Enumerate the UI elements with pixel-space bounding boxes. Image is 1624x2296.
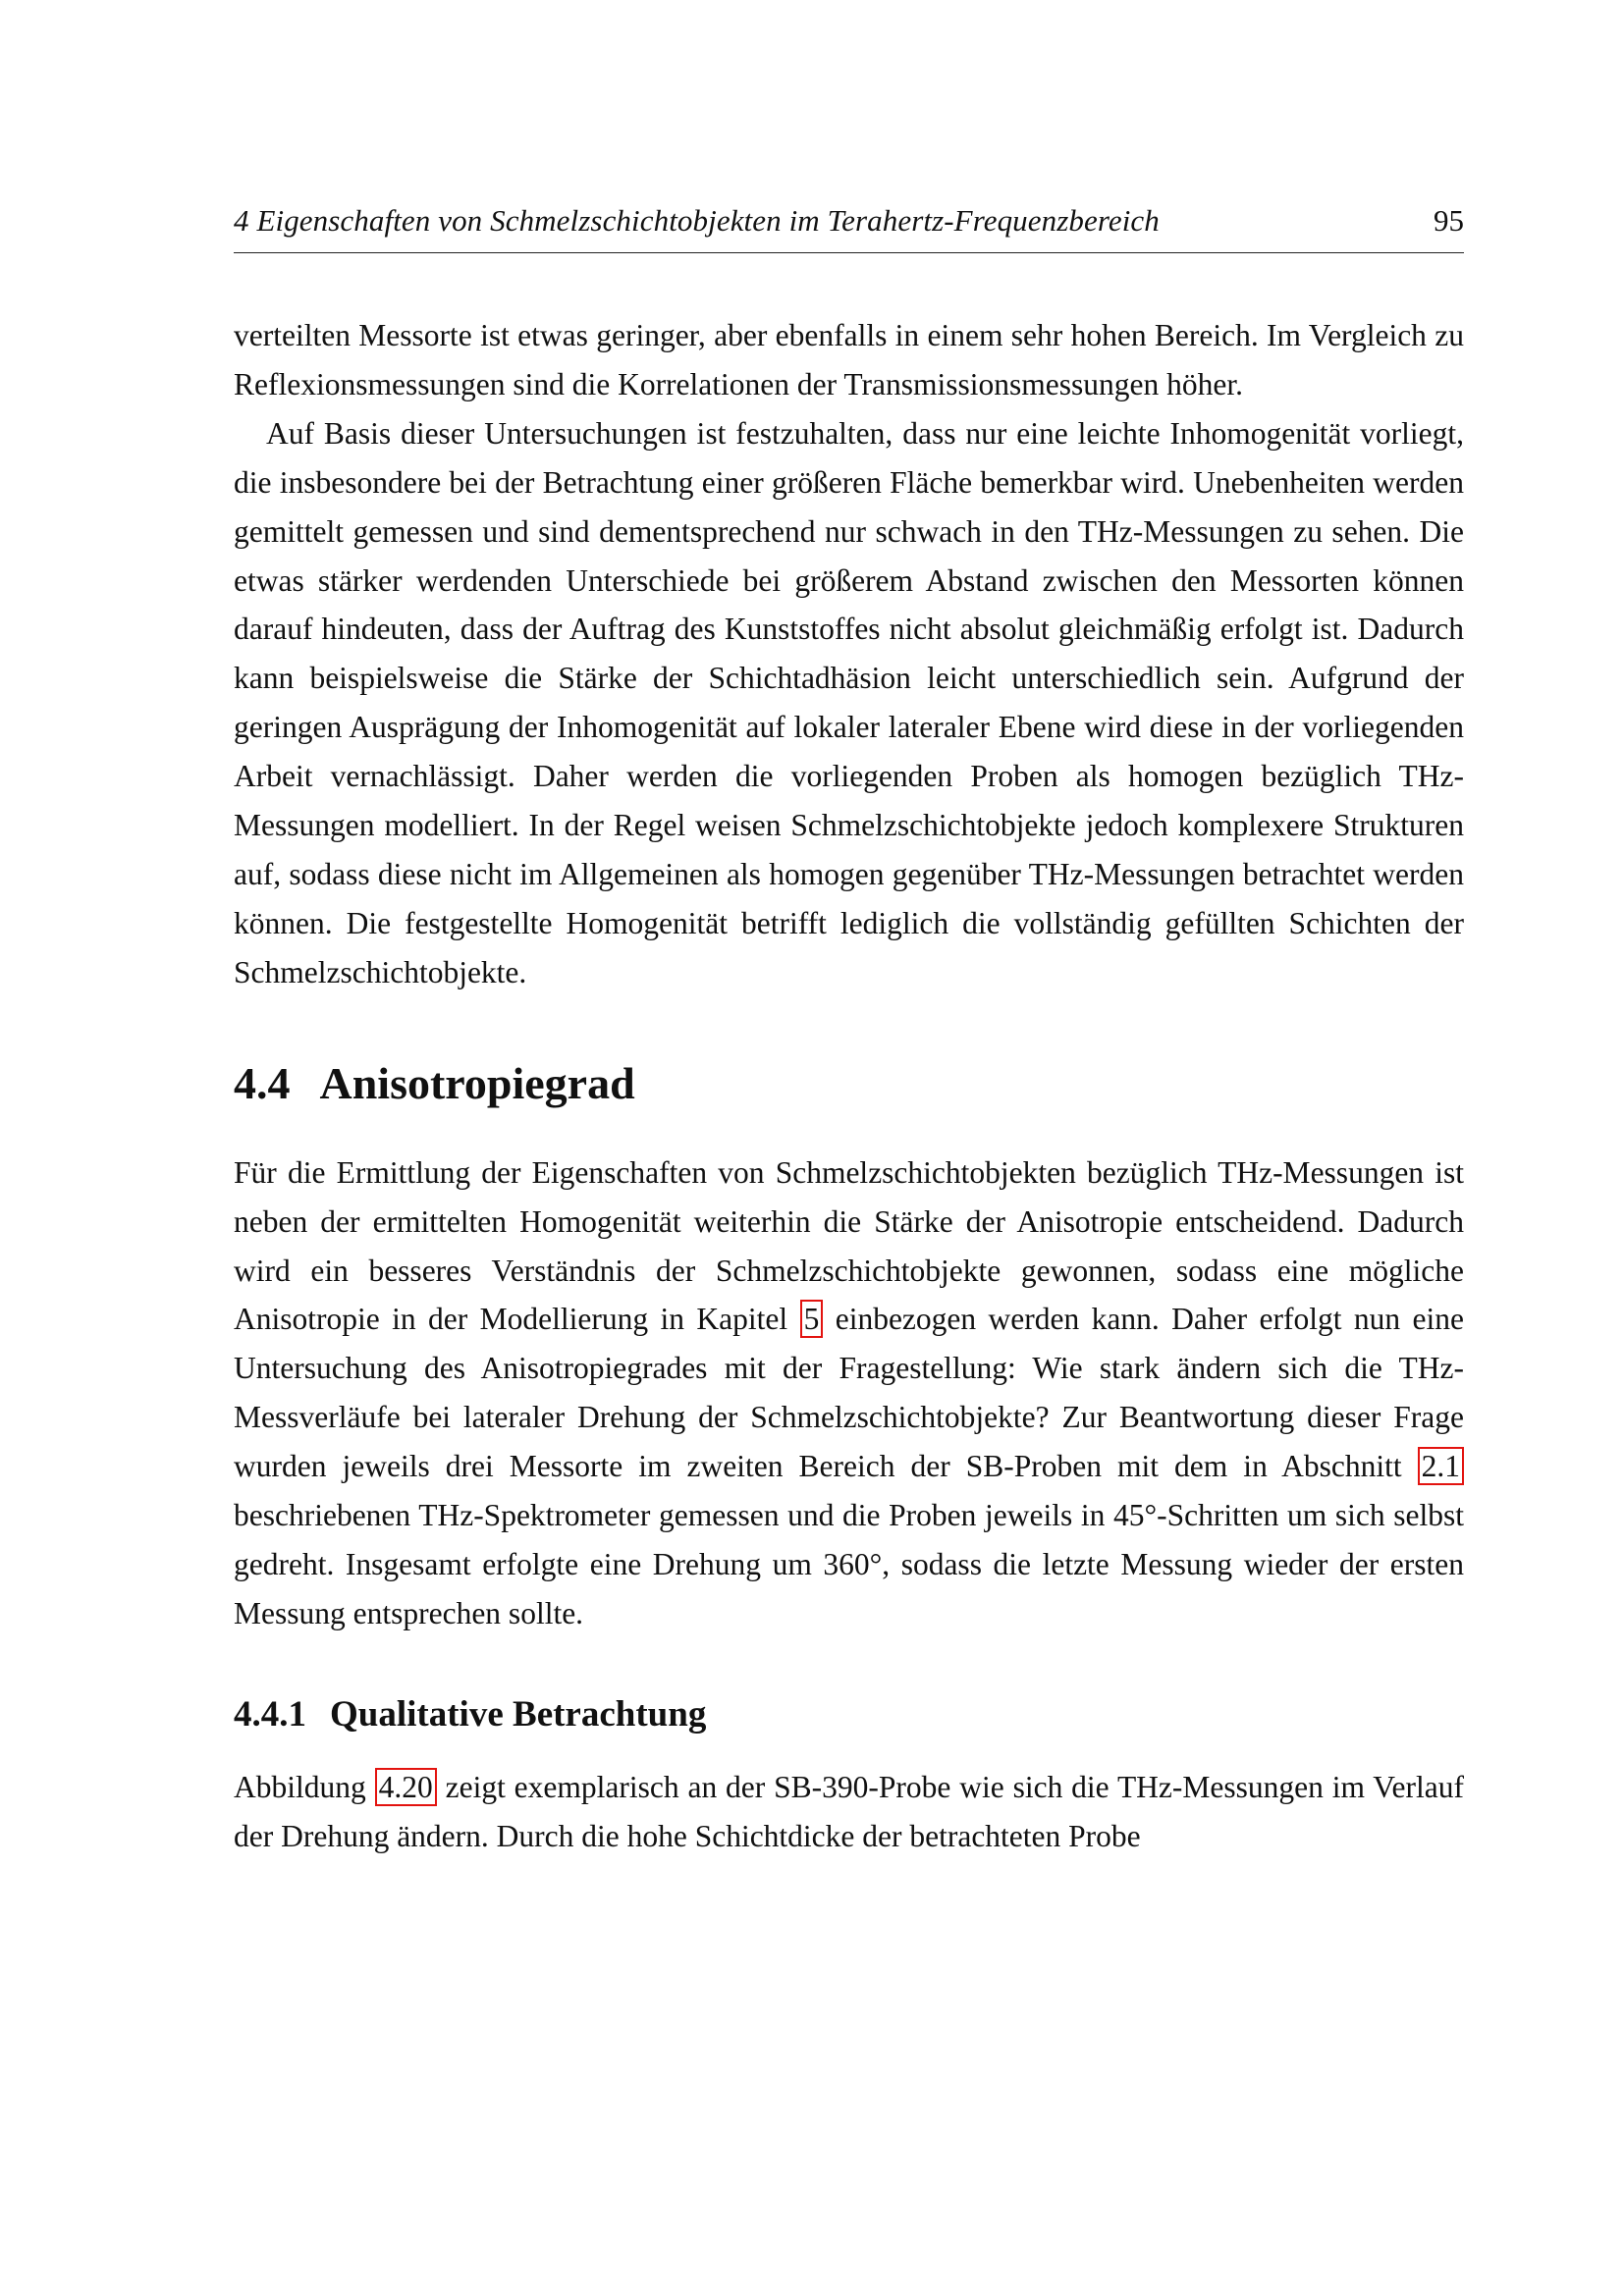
subsection-title: Qualitative Betrachtung <box>330 1693 707 1735</box>
paragraph-anisotropy-intro <box>234 1148 1464 1638</box>
section-link[interactable]: 2.1 <box>1418 1447 1464 1485</box>
header-page-number: 95 <box>1434 203 1464 238</box>
text-fragment: Für die Ermittlung der Eigenschaften von Schmelzschichtobjekten bezüglich THz-Messungen ist neben der ermittelten Homogenität weiterhin die Stärke der Anisotropie entscheidend. Dadurch wird ein besseres Verständnis der Schmelzschichtobjekte gewonnen, sodass eine mögliche Anisotropie in der Modellierung in Kapitel <box>234 1154 1464 1337</box>
section-number: 4.4 <box>234 1057 291 1108</box>
section-heading <box>234 1054 1464 1113</box>
chapter-link[interactable]: 5 <box>800 1300 824 1338</box>
header-chapter-title: 4 Eigenschaften von Schmelzschichtobjekten im Terahertz-Frequenzbereich <box>234 203 1160 238</box>
text-fragment: Abbildung <box>234 1769 366 1804</box>
paragraph-homogeneity-summary: Auf Basis dieser Untersuchungen ist festzuhalten, dass nur eine leichte Inhomogenität vorliegt, die insbesondere bei der Betrachtung einer größeren Fläche bemerkbar wird. Unebenheiten werden gemittelt gemessen und sind dementsprechend nur schwach in den THz-Messungen zu sehen. Die etwas stärker werdenden Unterschiede bei größerem Abstand zwischen den Messorten können darauf hindeuten, dass der Auftrag des Kunststoffes nicht absolut gleichmäßig erfolgt ist. Dadurch kann beispielsweise die Stärke der Schichtadhäsion leicht unterschiedlich sein. Aufgrund der geringen Ausprägung der Inhomogenität auf lokaler lateraler Ebene wird diese in der vorliegenden Arbeit vernachlässigt. Daher werden die vorliegenden Proben als homogen bezüglich THz-Messungen modelliert. In der Regel weisen Schmelzschichtobjekte jedoch komplexere Strukturen auf, sodass diese nicht im Allgemeinen als homogen gegenüber THz-Messungen betrachtet werden können. Die festgestellte Homogenität betrifft lediglich die vollständig gefüllten Schichten der Schmelzschichtobjekte. <box>234 415 1464 989</box>
paragraph-qualitative <box>234 1763 1464 1861</box>
page <box>234 0 1464 2296</box>
subsection-heading <box>234 1690 1464 1739</box>
subsection-number: 4.4.1 <box>234 1693 306 1735</box>
body-text <box>234 311 1464 1861</box>
text-fragment: einbezogen werden kann. Daher erfolgt nun eine Untersuchung des Anisotropiegrades mit der Fragestellung: Wie stark ändern sich die THz-Messverläufe bei lateraler Drehung der Schmelzschichtobjekte? Zur Beantwortung dieser Frage wurden jeweils drei Messorte im zweiten Bereich der SB-Proben mit dem in Abschnitt <box>234 1302 1464 1484</box>
running-header <box>234 203 1464 253</box>
figure-link[interactable]: 4.20 <box>375 1768 437 1806</box>
text-fragment: zeigt exemplarisch an der SB-390-Probe wie sich die THz-Messungen im Verlauf der Drehung ändern. Durch die hohe Schichtdicke der betrachteten Probe <box>234 1769 1464 1853</box>
section-title: Anisotropiegrad <box>319 1057 635 1108</box>
paragraph-continuation: verteilten Messorte ist etwas geringer, aber ebenfalls in einem sehr hohen Bereich. Im Vergleich zu Reflexionsmessungen sind die Korrelationen der Transmissionsmessungen höher. <box>234 318 1464 401</box>
text-fragment: beschriebenen THz-Spektrometer gemessen und die Proben jeweils in 45°-Schritten um sich selbst gedreht. Insgesamt erfolgte eine Drehung um 360°, sodass die letzte Messung wieder der ersten Messung entsprechen sollte. <box>234 1498 1464 1630</box>
